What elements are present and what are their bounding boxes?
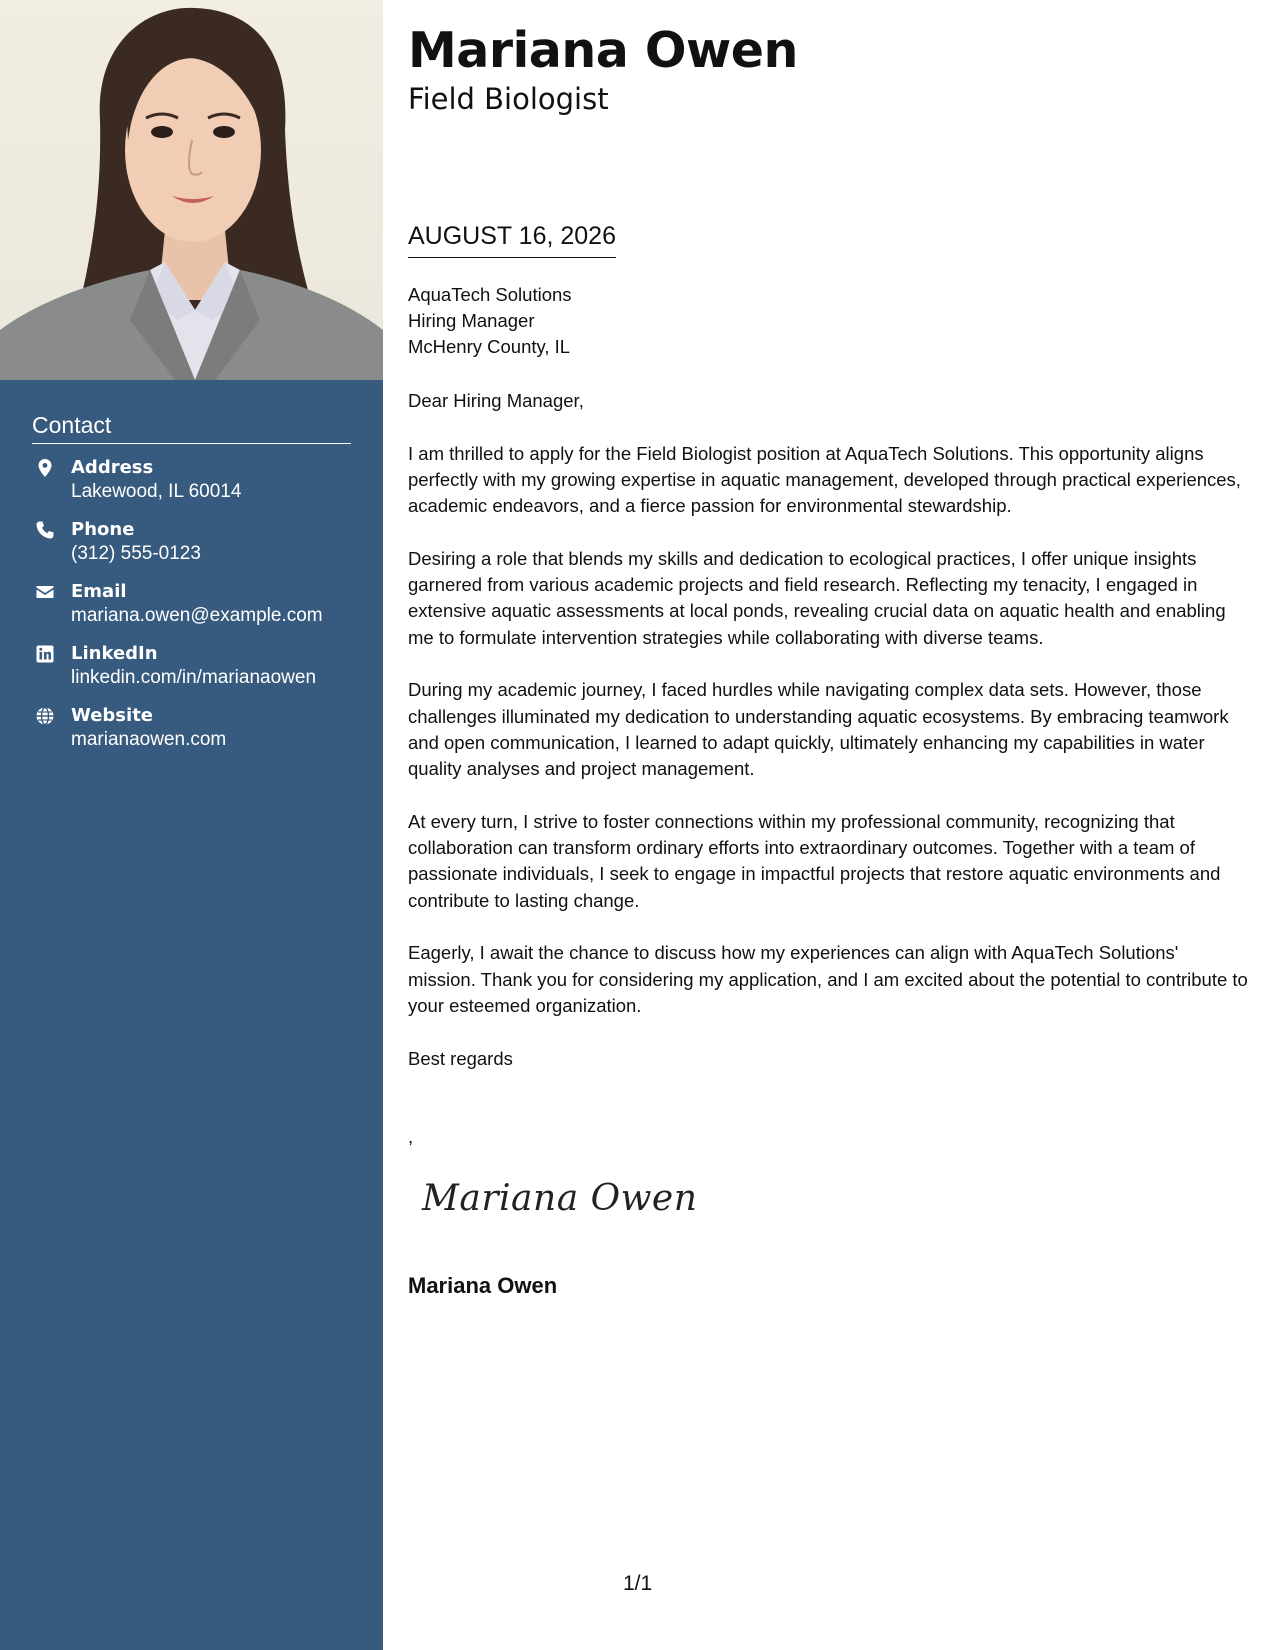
contact-value: (312) 555-0123 <box>71 543 201 564</box>
recipient-role: Hiring Manager <box>408 310 535 331</box>
body-paragraph: During my academic journey, I faced hurdles while navigating complex data sets. However, those challenges illuminated my dedication to understanding aquatic ecosystems. By embracing teamwork and open communication, I learned to adapt quickly, ultimately enhancing my capabilities in water quality analyses and project management. <box>408 679 1229 780</box>
sidebar <box>0 0 383 1650</box>
phone-icon <box>35 520 55 540</box>
contact-value: Lakewood, IL 60014 <box>71 481 242 502</box>
contact-label: Phone <box>71 519 135 540</box>
body-paragraph: Desiring a role that blends my skills and dedication to ecological practices, I offer unique insights garnered from various academic projects and field research. Reflecting my tenacity, I engaged in extensive aquatic assessments at local ponds, revealing crucial data on aquatic health and enabling me to formulate intervention strategies while collaborating with diverse teams. <box>408 547 1226 648</box>
contact-item-linkedin <box>32 642 351 690</box>
profile-photo <box>0 0 383 380</box>
linkedin-icon <box>35 644 55 664</box>
handwritten-signature: Mariana Owen <box>422 1178 698 1219</box>
contact-item-address <box>32 456 351 504</box>
letter-date: AUGUST 16, 2026 <box>408 222 616 258</box>
contact-item-email <box>32 580 351 628</box>
profile-photo-illustration <box>0 0 383 380</box>
recipient-block <box>408 282 572 360</box>
contact-label: Website <box>71 705 154 726</box>
body-paragraph: I am thrilled to apply for the Field Biologist position at AquaTech Solutions. This opportunity aligns perfectly with my growing expertise in aquatic management, developed through practical experiences, academic endeavors, and a fierce passion for environmental stewardship. <box>408 442 1241 517</box>
contact-label: LinkedIn <box>71 643 158 664</box>
contact-label: Email <box>71 581 127 602</box>
map-pin-icon <box>35 458 55 478</box>
closing: Best regards <box>408 1048 513 1069</box>
signer-name: Mariana Owen <box>408 1273 558 1298</box>
closing-comma: , <box>408 1126 414 1147</box>
recipient-location: McHenry County, IL <box>408 336 571 357</box>
contact-label: Address <box>71 457 154 478</box>
salutation: Dear Hiring Manager, <box>408 390 584 411</box>
applicant-name: Mariana Owen <box>408 22 798 79</box>
letter-body <box>408 388 1250 1045</box>
contact-item-phone <box>32 518 351 566</box>
contact-heading: Contact <box>32 412 351 444</box>
body-paragraph: At every turn, I strive to foster connections within my professional community, recognizing that collaboration can transform ordinary efforts into extraordinary outcomes. Together with a team of passionate individuals, I seek to engage in impactful projects that restore aquatic environments and contribute to lasting change. <box>408 810 1221 911</box>
recipient-company: AquaTech Solutions <box>408 284 572 305</box>
contact-value: mariana.owen@example.com <box>71 605 323 626</box>
envelope-icon <box>35 582 55 602</box>
contact-item-website <box>32 704 351 752</box>
contact-value: linkedin.com/in/marianaowen <box>71 667 317 688</box>
globe-icon <box>35 706 55 726</box>
page-number: 1/1 <box>623 1572 653 1595</box>
body-paragraph: Eagerly, I await the chance to discuss how my experiences can align with AquaTech Solutions' mission. Thank you for considering my application, and I am excited about the potential to contribute to your esteemed organization. <box>408 942 1248 1016</box>
contact-section <box>32 412 351 766</box>
applicant-title: Field Biologist <box>408 82 609 116</box>
contact-value: marianaowen.com <box>71 729 227 750</box>
